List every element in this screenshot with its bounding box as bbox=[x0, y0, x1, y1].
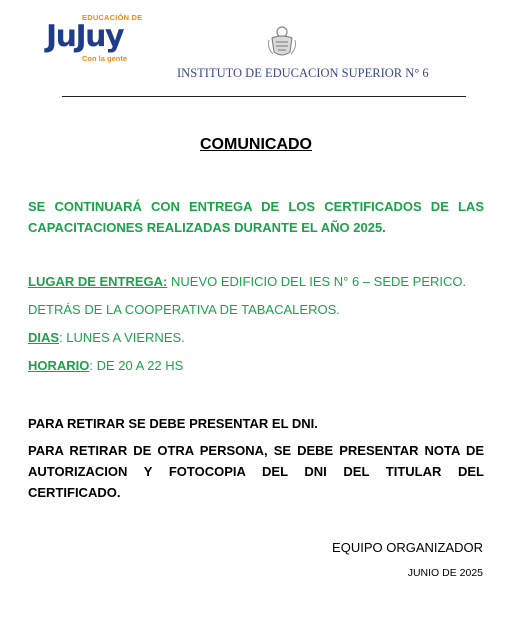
logo-brand: JuJuy bbox=[46, 19, 124, 54]
logo-tagline-bottom: Con la gente bbox=[82, 54, 128, 63]
logo-tagline-top: EDUCACIÓN DE bbox=[82, 13, 143, 22]
provincial-crest-icon bbox=[265, 24, 299, 60]
days-value: : LUNES A VIERNES. bbox=[59, 330, 185, 345]
jujuy-education-logo bbox=[46, 13, 154, 63]
page-title: COMUNICADO bbox=[200, 136, 312, 153]
schedule-label: HORARIO bbox=[28, 358, 90, 373]
institution-name: INSTITUTO DE EDUCACION SUPERIOR N° 6 bbox=[177, 66, 429, 80]
schedule-line bbox=[28, 358, 183, 373]
document-date: JUNIO DE 2025 bbox=[407, 567, 483, 579]
delivery-location-value: NUEVO EDIFICIO DEL IES N° 6 – SEDE PERICO. bbox=[167, 274, 467, 289]
days-line bbox=[28, 330, 185, 345]
days-label: DIAS bbox=[28, 330, 60, 345]
announcement-text: SE CONTINUARÁ CON ENTREGA DE LOS CERTIFICADOS DE LAS CAPACITACIONES REALIZADAS DURANTE EL AÑO 2025. bbox=[28, 199, 484, 235]
delivery-location-line bbox=[28, 274, 466, 289]
signature: EQUIPO ORGANIZADOR bbox=[332, 540, 483, 555]
delivery-location-extra: DETRÁS DE LA COOPERATIVA DE TABACALEROS. bbox=[28, 302, 340, 317]
delivery-location-label: LUGAR DE ENTREGA: bbox=[28, 274, 168, 289]
schedule-value: : DE 20 A 22 HS bbox=[89, 358, 184, 373]
third-party-notice: PARA RETIRAR DE OTRA PERSONA, SE DEBE PRESENTAR NOTA DE AUTORIZACION Y FOTOCOPIA DEL DNI DEL TITULAR DEL CERTIFICADO. bbox=[28, 443, 484, 500]
dni-notice: PARA RETIRAR SE DEBE PRESENTAR EL DNI. bbox=[28, 416, 318, 431]
header-divider bbox=[62, 96, 466, 97]
